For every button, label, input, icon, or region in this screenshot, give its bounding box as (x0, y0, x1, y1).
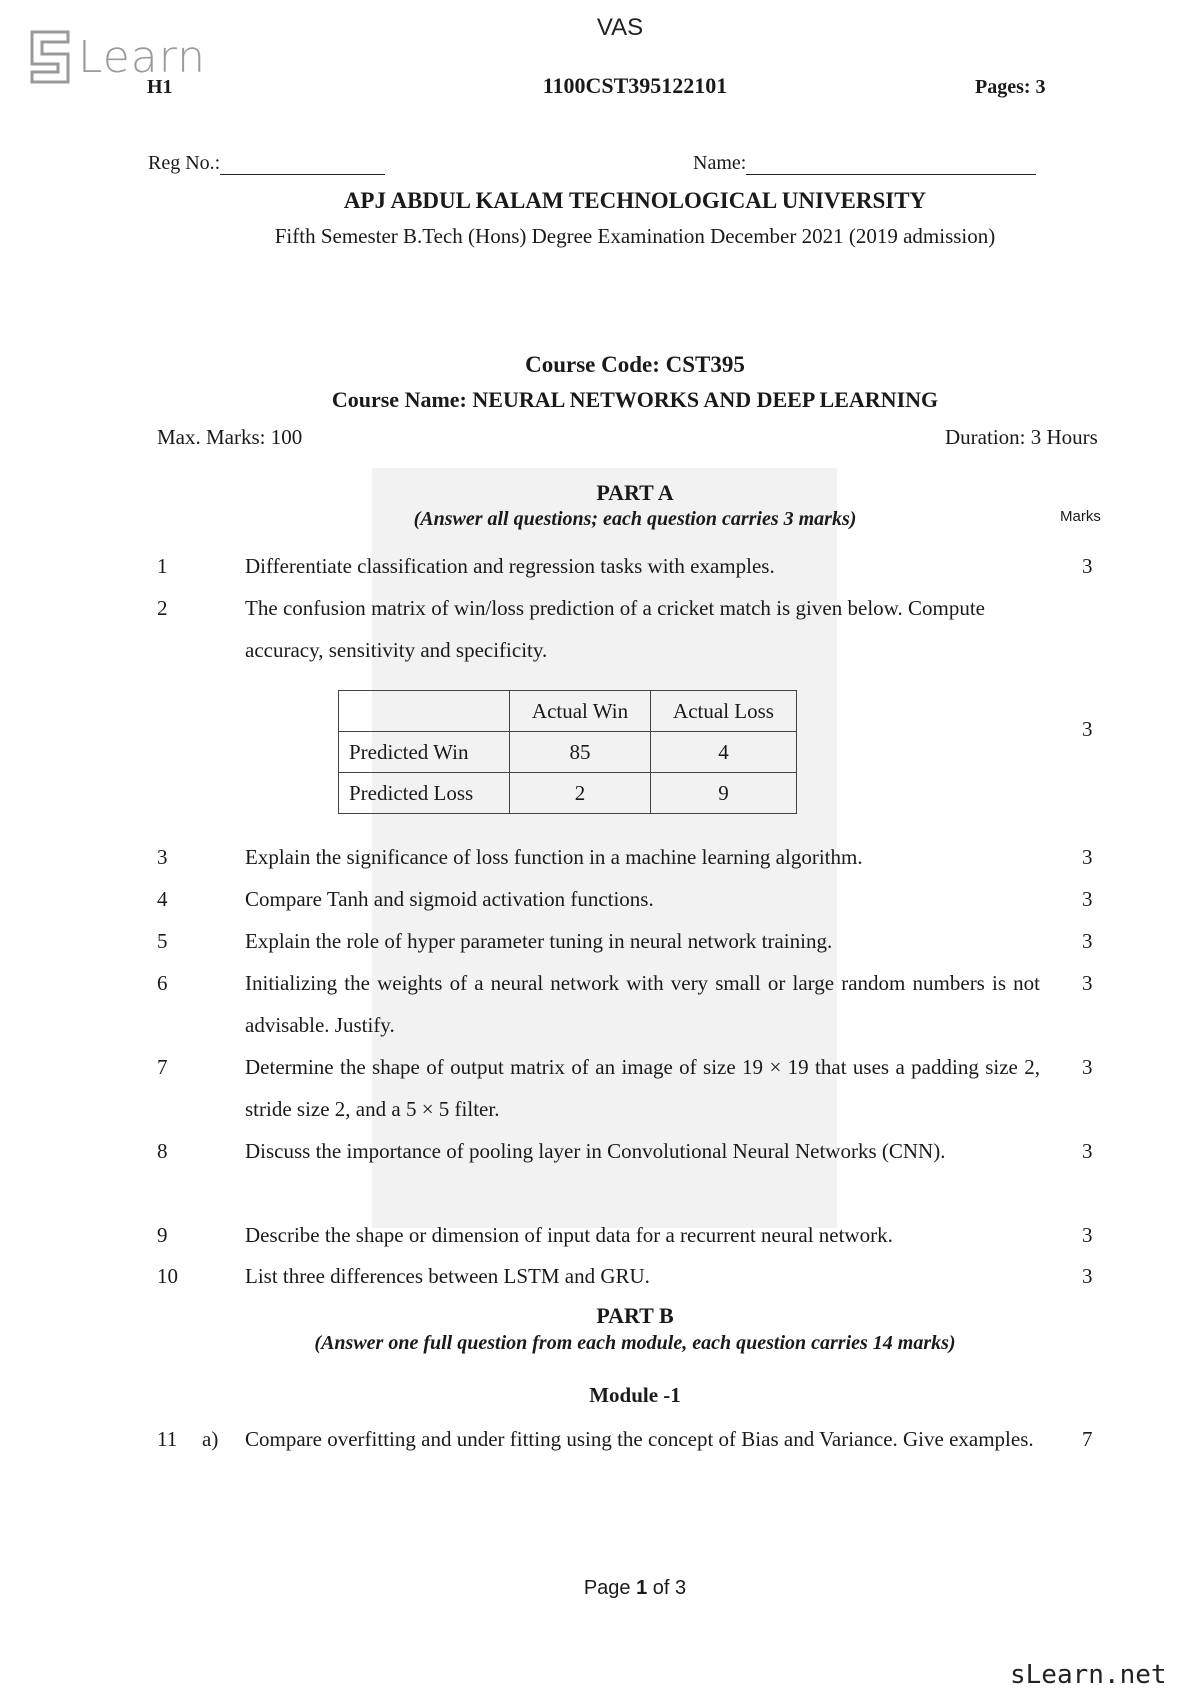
question-number: 10 (157, 1264, 178, 1288)
question-marks: 3 (1082, 845, 1093, 869)
name-field (693, 152, 1036, 175)
table-row-label: Predicted Win (339, 732, 510, 773)
table-row-label: Predicted Loss (339, 773, 510, 814)
question-text: Initializing the weights of a neural network with very small or large random numbers is not advisable. Justify. (245, 971, 1040, 1037)
question-marks: 3 (1082, 717, 1093, 741)
page-suffix: of 3 (647, 1577, 687, 1599)
question-text: Compare Tanh and sigmoid activation functions. (245, 887, 654, 911)
question-number: 3 (157, 845, 168, 869)
course-code: Course Code: CST395 (525, 352, 745, 377)
question-text: List three differences between LSTM and GRU. (245, 1264, 650, 1288)
name-blank (746, 156, 1036, 175)
sub-question-label: a) (202, 1427, 219, 1451)
question-marks: 3 (1082, 1223, 1093, 1247)
page-number: 1 (636, 1577, 648, 1599)
module-heading: Module -1 (589, 1383, 681, 1407)
confusion-matrix-table (338, 690, 797, 814)
page-count: Pages: 3 (975, 76, 1046, 98)
site-link: sLearn.net (1010, 1660, 1167, 1690)
question-number: 8 (157, 1139, 168, 1163)
university-title: APJ ABDUL KALAM TECHNOLOGICAL UNIVERSITY (343, 188, 927, 213)
name-label: Name: (693, 152, 747, 174)
question-text: Explain the role of hyper parameter tuning in neural network training. (245, 929, 833, 953)
logo-text: Learn (78, 31, 206, 83)
question-text: Describe the shape or dimension of input data for a recurrent neural network. (245, 1223, 893, 1247)
question-marks: 3 (1082, 1264, 1093, 1288)
question-number: 1 (157, 554, 168, 578)
table-header-row (339, 691, 797, 732)
question-number: 5 (157, 929, 168, 953)
reg-no-field (148, 152, 385, 175)
question-marks: 3 (1082, 887, 1093, 911)
part-b-instruction: (Answer one full question from each module, each question carries 14 marks) (314, 1332, 956, 1354)
table-cell: 2 (510, 773, 651, 814)
question-number: 9 (157, 1223, 168, 1247)
question-text: Explain the significance of loss function in a machine learning algorithm. (245, 845, 863, 869)
question-marks: 7 (1082, 1427, 1093, 1451)
page-footer (0, 1577, 1200, 1600)
question-marks: 3 (1082, 971, 1093, 995)
max-marks: Max. Marks: 100 (157, 425, 303, 449)
series-code: H1 (147, 76, 173, 98)
paper-code: 1100CST395122101 (542, 73, 728, 98)
table-cell: 9 (651, 773, 797, 814)
question-text: Determine the shape of output matrix of an image of size 19 × 19 that uses a padding size 2, stride size 2, and a 5 × 5 filter. (245, 1055, 1040, 1121)
table-row (339, 732, 797, 773)
question-number: 2 (157, 596, 168, 620)
question-marks: 3 (1082, 554, 1093, 578)
reg-no-blank (220, 156, 385, 175)
marks-header: Marks (1060, 508, 1101, 525)
question-text: The confusion matrix of win/loss prediction of a cricket match is given below. Compute accuracy, sensitivity and specificity. (245, 596, 985, 662)
question-number: 4 (157, 887, 168, 911)
table-corner-cell (339, 691, 510, 732)
table-cell: 4 (651, 732, 797, 773)
duration: Duration: 3 Hours (945, 425, 1098, 449)
top-label: VAS (596, 14, 644, 41)
exam-title: Fifth Semester B.Tech (Hons) Degree Examination December 2021 (2019 admission) (274, 224, 996, 248)
reg-no-label: Reg No.: (148, 152, 221, 174)
question-marks: 3 (1082, 1139, 1093, 1163)
question-text: Discuss the importance of pooling layer in Convolutional Neural Networks (CNN). (245, 1139, 946, 1163)
question-number: 11 (157, 1427, 178, 1451)
part-a-title: PART A (596, 480, 674, 505)
question-text: Differentiate classification and regression tasks with examples. (245, 554, 775, 578)
question-text: Compare overfitting and under fitting using the concept of Bias and Variance. Give examples. (245, 1427, 1034, 1451)
table-cell: 85 (510, 732, 651, 773)
table-col-header: Actual Loss (651, 691, 797, 732)
table-col-header: Actual Win (510, 691, 651, 732)
question-marks: 3 (1082, 1055, 1093, 1079)
question-marks: 3 (1082, 929, 1093, 953)
part-a-instruction: (Answer all questions; each question carries 3 marks) (413, 508, 857, 530)
table-row (339, 773, 797, 814)
question-number: 7 (157, 1055, 168, 1079)
page-prefix: Page (583, 1577, 637, 1599)
part-b-title: PART B (596, 1303, 674, 1328)
course-name: Course Name: NEURAL NETWORKS AND DEEP LEARNING (331, 387, 939, 412)
question-number: 6 (157, 971, 168, 995)
